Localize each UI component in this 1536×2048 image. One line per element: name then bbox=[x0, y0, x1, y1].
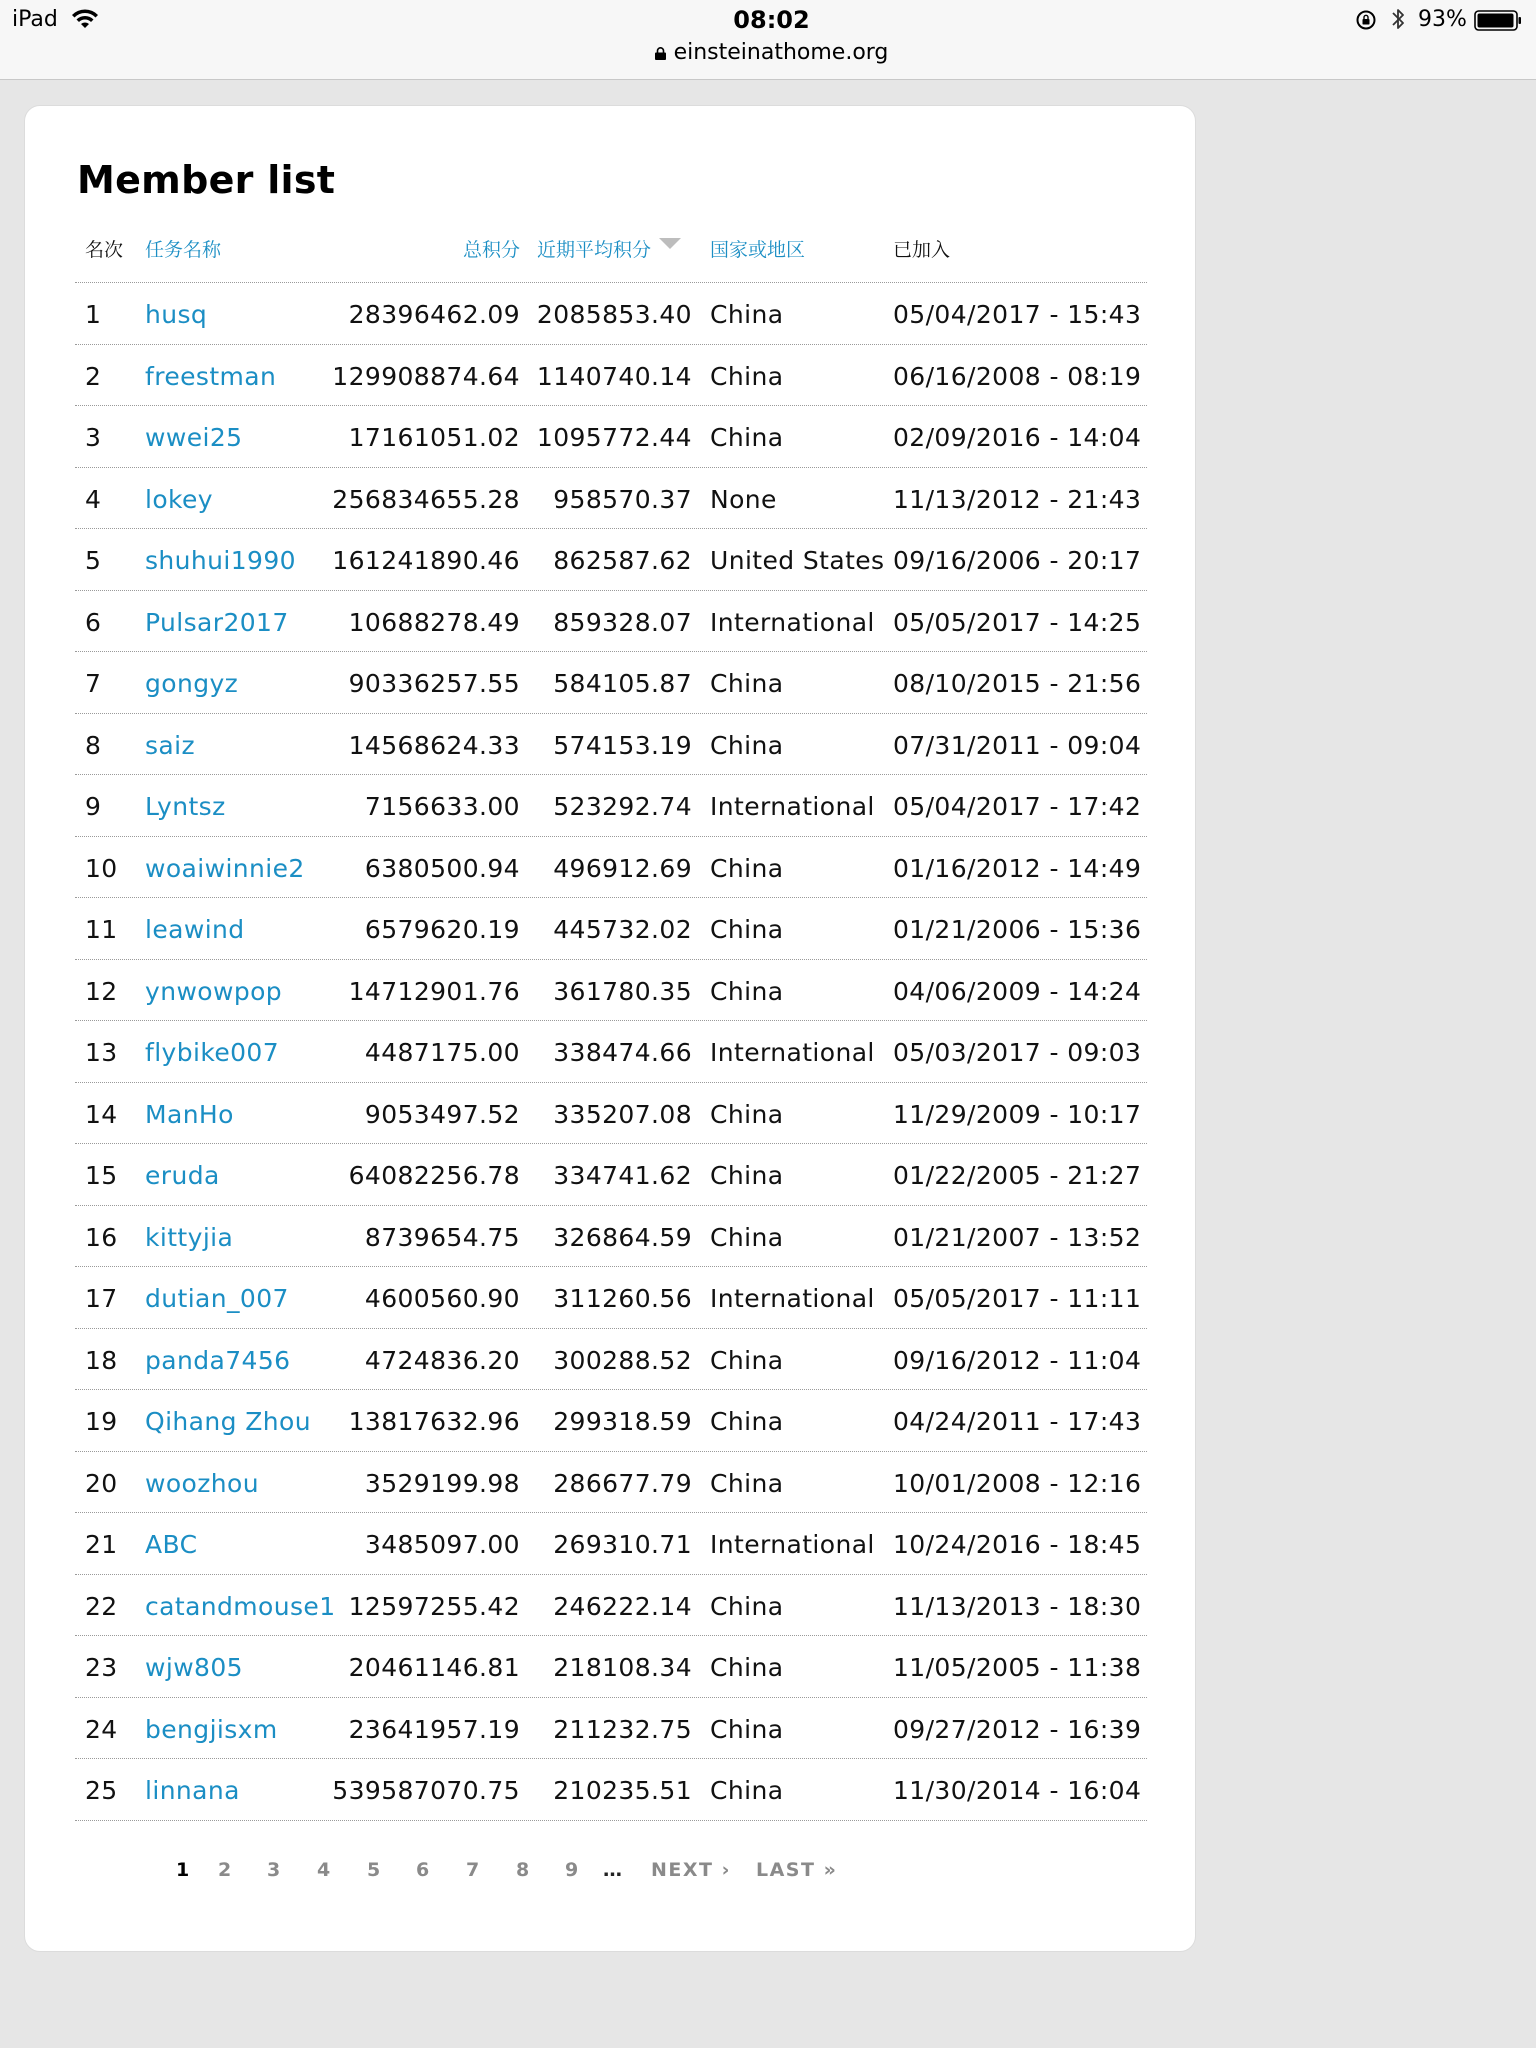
country-cell: China bbox=[710, 300, 784, 329]
table-row bbox=[75, 960, 1147, 1022]
member-name-link[interactable]: bengjisxm bbox=[145, 1714, 278, 1744]
recent-average-credit-cell: 496912.69 bbox=[553, 853, 692, 883]
ios-status-bar bbox=[0, 0, 1536, 80]
page-link-4[interactable]: 4 bbox=[317, 1859, 332, 1881]
country-cell: China bbox=[710, 423, 784, 452]
country-cell: China bbox=[710, 1591, 784, 1621]
joined-date-cell: 09/27/2012 - 16:39 bbox=[893, 1714, 1142, 1744]
recent-average-credit-cell: 859328.07 bbox=[553, 607, 692, 637]
pagination bbox=[75, 1851, 1147, 1891]
rank-cell: 17 bbox=[85, 1284, 118, 1313]
member-name-link[interactable]: panda7456 bbox=[145, 1345, 291, 1375]
recent-average-credit-cell: 1140740.14 bbox=[536, 361, 692, 391]
header-total-credit-sort[interactable]: 总积分 bbox=[462, 239, 520, 261]
member-name-link[interactable]: ABC bbox=[145, 1530, 198, 1559]
table-row bbox=[75, 1698, 1147, 1760]
page-link-8[interactable]: 8 bbox=[516, 1859, 531, 1881]
recent-average-credit-cell: 574153.19 bbox=[553, 730, 692, 760]
member-name-link[interactable]: woozhou bbox=[145, 1468, 259, 1498]
table-row bbox=[75, 406, 1147, 468]
table-row bbox=[75, 468, 1147, 530]
member-name-link[interactable]: flybike007 bbox=[145, 1038, 280, 1067]
country-cell: China bbox=[710, 1776, 784, 1805]
header-rank: 名次 bbox=[85, 239, 124, 261]
rank-cell: 9 bbox=[85, 792, 102, 821]
member-name-link[interactable]: wwei25 bbox=[145, 423, 243, 452]
rank-cell: 11 bbox=[85, 915, 118, 944]
total-credit-cell: 12597255.42 bbox=[348, 1591, 520, 1621]
member-name-link[interactable]: Pulsar2017 bbox=[145, 607, 289, 637]
recent-average-credit-cell: 862587.62 bbox=[553, 546, 692, 575]
total-credit-cell: 161241890.46 bbox=[332, 546, 520, 575]
device-name: iPad bbox=[12, 7, 58, 32]
battery-icon bbox=[1474, 10, 1522, 31]
country-cell: China bbox=[710, 976, 784, 1006]
header-recent-average-sort[interactable]: 近期平均积分 bbox=[537, 239, 652, 261]
recent-average-credit-cell: 338474.66 bbox=[553, 1038, 692, 1067]
page-link-3[interactable]: 3 bbox=[267, 1859, 282, 1881]
member-name-link[interactable]: Qihang Zhou bbox=[145, 1407, 311, 1436]
joined-date-cell: 01/16/2012 - 14:49 bbox=[893, 853, 1142, 883]
rank-cell: 3 bbox=[85, 423, 102, 452]
rank-cell: 2 bbox=[85, 361, 102, 391]
table-row bbox=[75, 1636, 1147, 1698]
total-credit-cell: 3529199.98 bbox=[364, 1468, 520, 1498]
country-cell: China bbox=[710, 1222, 784, 1252]
joined-date-cell: 10/24/2016 - 18:45 bbox=[893, 1530, 1142, 1559]
page-title: Member list bbox=[77, 158, 336, 202]
table-row bbox=[75, 1513, 1147, 1575]
table-row bbox=[75, 1206, 1147, 1268]
total-credit-cell: 8739654.75 bbox=[364, 1222, 520, 1252]
sort-descending-icon bbox=[659, 238, 681, 249]
joined-date-cell: 01/22/2005 - 21:27 bbox=[893, 1161, 1142, 1190]
table-body bbox=[75, 283, 1147, 1821]
member-name-link[interactable]: wjw805 bbox=[145, 1653, 243, 1682]
country-cell: China bbox=[710, 669, 784, 698]
total-credit-cell: 539587070.75 bbox=[332, 1776, 520, 1805]
recent-average-credit-cell: 299318.59 bbox=[553, 1407, 692, 1436]
recent-average-credit-cell: 334741.62 bbox=[553, 1161, 692, 1190]
table-row bbox=[75, 775, 1147, 837]
joined-date-cell: 10/01/2008 - 12:16 bbox=[893, 1468, 1142, 1498]
member-name-link[interactable]: lokey bbox=[145, 484, 214, 514]
country-cell: International bbox=[710, 607, 875, 637]
country-cell: China bbox=[710, 1468, 784, 1498]
page-link-5[interactable]: 5 bbox=[367, 1859, 382, 1881]
rank-cell: 5 bbox=[85, 546, 102, 575]
joined-date-cell: 01/21/2006 - 15:36 bbox=[893, 915, 1142, 944]
recent-average-credit-cell: 210235.51 bbox=[553, 1776, 692, 1805]
total-credit-cell: 7156633.00 bbox=[364, 792, 520, 821]
recent-average-credit-cell: 958570.37 bbox=[553, 484, 692, 514]
total-credit-cell: 14712901.76 bbox=[348, 976, 520, 1006]
address-bar[interactable] bbox=[0, 40, 1536, 65]
total-credit-cell: 20461146.81 bbox=[348, 1653, 520, 1682]
total-credit-cell: 9053497.52 bbox=[364, 1099, 520, 1129]
header-country-sort[interactable]: 国家或地区 bbox=[710, 239, 806, 261]
joined-date-cell: 05/03/2017 - 09:03 bbox=[893, 1038, 1142, 1067]
total-credit-cell: 23641957.19 bbox=[348, 1714, 520, 1744]
header-name-sort[interactable]: 任务名称 bbox=[145, 239, 222, 261]
rank-cell: 1 bbox=[85, 300, 102, 329]
total-credit-cell: 4724836.20 bbox=[364, 1345, 520, 1375]
country-cell: China bbox=[710, 1653, 784, 1682]
member-name-link[interactable]: dutian_007 bbox=[145, 1284, 289, 1313]
total-credit-cell: 17161051.02 bbox=[348, 423, 520, 452]
table-row bbox=[75, 1390, 1147, 1452]
member-name-link[interactable]: ManHo bbox=[145, 1099, 234, 1129]
total-credit-cell: 14568624.33 bbox=[348, 730, 520, 760]
page-link-6[interactable]: 6 bbox=[416, 1859, 431, 1881]
country-cell: China bbox=[710, 1161, 784, 1190]
rank-cell: 21 bbox=[85, 1530, 118, 1559]
page-link-1: 1 bbox=[176, 1859, 191, 1881]
joined-date-cell: 01/21/2007 - 13:52 bbox=[893, 1222, 1142, 1252]
url-text: einsteinathome.org bbox=[673, 40, 889, 65]
country-cell: China bbox=[710, 1407, 784, 1436]
country-cell: China bbox=[710, 1345, 784, 1375]
table-row bbox=[75, 1759, 1147, 1821]
recent-average-credit-cell: 286677.79 bbox=[553, 1468, 692, 1498]
table-row bbox=[75, 1267, 1147, 1329]
rank-cell: 15 bbox=[85, 1161, 118, 1190]
member-name-link[interactable]: catandmouse1 bbox=[145, 1591, 336, 1621]
rank-cell: 19 bbox=[85, 1407, 118, 1436]
table-row bbox=[75, 714, 1147, 776]
total-credit-cell: 129908874.64 bbox=[332, 361, 520, 391]
country-cell: International bbox=[710, 792, 875, 821]
member-name-link[interactable]: shuhui1990 bbox=[145, 546, 296, 575]
joined-date-cell: 05/04/2017 - 17:42 bbox=[893, 792, 1142, 821]
recent-average-credit-cell: 584105.87 bbox=[553, 669, 692, 698]
total-credit-cell: 3485097.00 bbox=[364, 1530, 520, 1559]
country-cell: International bbox=[710, 1284, 875, 1313]
clock-time: 08:02 bbox=[733, 6, 810, 34]
rank-cell: 16 bbox=[85, 1222, 118, 1252]
recent-average-credit-cell: 311260.56 bbox=[553, 1284, 692, 1313]
member-name-link[interactable]: gongyz bbox=[145, 669, 239, 698]
total-credit-cell: 10688278.49 bbox=[348, 607, 520, 637]
joined-date-cell: 11/05/2005 - 11:38 bbox=[893, 1653, 1142, 1682]
country-cell: China bbox=[710, 1099, 784, 1129]
country-cell: China bbox=[710, 853, 784, 883]
member-name-link[interactable]: kittyjia bbox=[145, 1222, 234, 1252]
member-name-link[interactable]: ynwowpop bbox=[145, 976, 283, 1006]
joined-date-cell: 09/16/2006 - 20:17 bbox=[893, 546, 1142, 575]
joined-date-cell: 07/31/2011 - 09:04 bbox=[893, 730, 1142, 760]
country-cell: International bbox=[710, 1038, 875, 1067]
table-header bbox=[75, 216, 1147, 283]
table-row bbox=[75, 1083, 1147, 1145]
total-credit-cell: 6579620.19 bbox=[364, 915, 520, 944]
rank-cell: 13 bbox=[85, 1038, 118, 1067]
page-link-9[interactable]: 9 bbox=[565, 1859, 580, 1881]
recent-average-credit-cell: 1095772.44 bbox=[536, 423, 692, 452]
member-name-link[interactable]: woaiwinnie2 bbox=[145, 853, 305, 883]
total-credit-cell: 6380500.94 bbox=[364, 853, 520, 883]
joined-date-cell: 08/10/2015 - 21:56 bbox=[893, 669, 1142, 698]
table-row bbox=[75, 283, 1147, 345]
table-row bbox=[75, 1021, 1147, 1083]
member-name-link[interactable]: eruda bbox=[145, 1161, 220, 1190]
country-cell: None bbox=[710, 484, 777, 514]
recent-average-credit-cell: 523292.74 bbox=[553, 792, 692, 821]
table-row bbox=[75, 898, 1147, 960]
joined-date-cell: 04/24/2011 - 17:43 bbox=[893, 1407, 1142, 1436]
joined-date-cell: 06/16/2008 - 08:19 bbox=[893, 361, 1142, 391]
total-credit-cell: 28396462.09 bbox=[348, 300, 520, 329]
country-cell: International bbox=[710, 1530, 875, 1559]
bluetooth-icon bbox=[1389, 6, 1407, 32]
member-table bbox=[75, 216, 1147, 1821]
last-page-link[interactable]: LAST » bbox=[756, 1859, 838, 1881]
country-cell: China bbox=[710, 1714, 784, 1744]
recent-average-credit-cell: 218108.34 bbox=[553, 1653, 692, 1682]
rotation-lock-icon bbox=[1355, 9, 1377, 31]
joined-date-cell: 05/05/2017 - 14:25 bbox=[893, 607, 1142, 637]
next-page-link[interactable]: NEXT › bbox=[651, 1859, 731, 1881]
rank-cell: 7 bbox=[85, 669, 102, 698]
total-credit-cell: 4600560.90 bbox=[364, 1284, 520, 1313]
member-name-link[interactable]: linnana bbox=[145, 1776, 240, 1805]
recent-average-credit-cell: 361780.35 bbox=[553, 976, 692, 1006]
rank-cell: 12 bbox=[85, 976, 118, 1006]
joined-date-cell: 05/04/2017 - 15:43 bbox=[893, 300, 1142, 329]
recent-average-credit-cell: 211232.75 bbox=[553, 1714, 692, 1744]
table-row bbox=[75, 1144, 1147, 1206]
table-row bbox=[75, 345, 1147, 407]
table-row bbox=[75, 1329, 1147, 1391]
joined-date-cell: 02/09/2016 - 14:04 bbox=[893, 423, 1142, 452]
country-cell: China bbox=[710, 730, 784, 760]
header-recent-average[interactable] bbox=[537, 235, 681, 262]
member-name-link[interactable]: husq bbox=[145, 300, 208, 329]
table-row bbox=[75, 837, 1147, 899]
total-credit-cell: 256834655.28 bbox=[332, 484, 520, 514]
country-cell: United States bbox=[710, 546, 885, 575]
rank-cell: 10 bbox=[85, 853, 118, 883]
table-row bbox=[75, 1575, 1147, 1637]
member-name-link[interactable]: freestman bbox=[145, 361, 277, 391]
recent-average-credit-cell: 335207.08 bbox=[553, 1099, 692, 1129]
total-credit-cell: 90336257.55 bbox=[348, 669, 520, 698]
page-link-2[interactable]: 2 bbox=[218, 1859, 233, 1881]
battery-percent: 93% bbox=[1418, 7, 1467, 32]
member-name-link[interactable]: Lyntsz bbox=[145, 792, 226, 821]
rank-cell: 8 bbox=[85, 730, 102, 760]
rank-cell: 18 bbox=[85, 1345, 118, 1375]
total-credit-cell: 13817632.96 bbox=[348, 1407, 520, 1436]
table-row bbox=[75, 529, 1147, 591]
rank-cell: 20 bbox=[85, 1468, 118, 1498]
joined-date-cell: 09/16/2012 - 11:04 bbox=[893, 1345, 1142, 1375]
rank-cell: 25 bbox=[85, 1776, 118, 1805]
rank-cell: 23 bbox=[85, 1653, 118, 1682]
table-row bbox=[75, 652, 1147, 714]
rank-cell: 4 bbox=[85, 484, 102, 514]
table-row bbox=[75, 1452, 1147, 1514]
rank-cell: 14 bbox=[85, 1099, 118, 1129]
recent-average-credit-cell: 300288.52 bbox=[553, 1345, 692, 1375]
country-cell: China bbox=[710, 915, 784, 944]
rank-cell: 22 bbox=[85, 1591, 118, 1621]
lock-icon bbox=[655, 47, 666, 60]
member-name-link[interactable]: saiz bbox=[145, 730, 196, 760]
recent-average-credit-cell: 246222.14 bbox=[553, 1591, 692, 1621]
recent-average-credit-cell: 326864.59 bbox=[553, 1222, 692, 1252]
rank-cell: 6 bbox=[85, 607, 102, 637]
rank-cell: 24 bbox=[85, 1714, 118, 1744]
joined-date-cell: 11/13/2012 - 21:43 bbox=[893, 484, 1142, 514]
header-joined: 已加入 bbox=[893, 239, 951, 261]
table-row bbox=[75, 591, 1147, 653]
joined-date-cell: 11/13/2013 - 18:30 bbox=[893, 1591, 1142, 1621]
recent-average-credit-cell: 445732.02 bbox=[553, 915, 692, 944]
joined-date-cell: 11/30/2014 - 16:04 bbox=[893, 1776, 1142, 1805]
member-list-card bbox=[24, 105, 1196, 1952]
recent-average-credit-cell: 2085853.40 bbox=[536, 300, 692, 329]
recent-average-credit-cell: 269310.71 bbox=[553, 1530, 692, 1559]
joined-date-cell: 04/06/2009 - 14:24 bbox=[893, 976, 1142, 1006]
total-credit-cell: 64082256.78 bbox=[348, 1161, 520, 1190]
pagination-ellipsis: … bbox=[603, 1859, 624, 1881]
page-link-7[interactable]: 7 bbox=[466, 1859, 481, 1881]
total-credit-cell: 4487175.00 bbox=[364, 1038, 520, 1067]
joined-date-cell: 11/29/2009 - 10:17 bbox=[893, 1099, 1142, 1129]
country-cell: China bbox=[710, 361, 784, 391]
member-name-link[interactable]: leawind bbox=[145, 915, 245, 944]
joined-date-cell: 05/05/2017 - 11:11 bbox=[893, 1284, 1142, 1313]
